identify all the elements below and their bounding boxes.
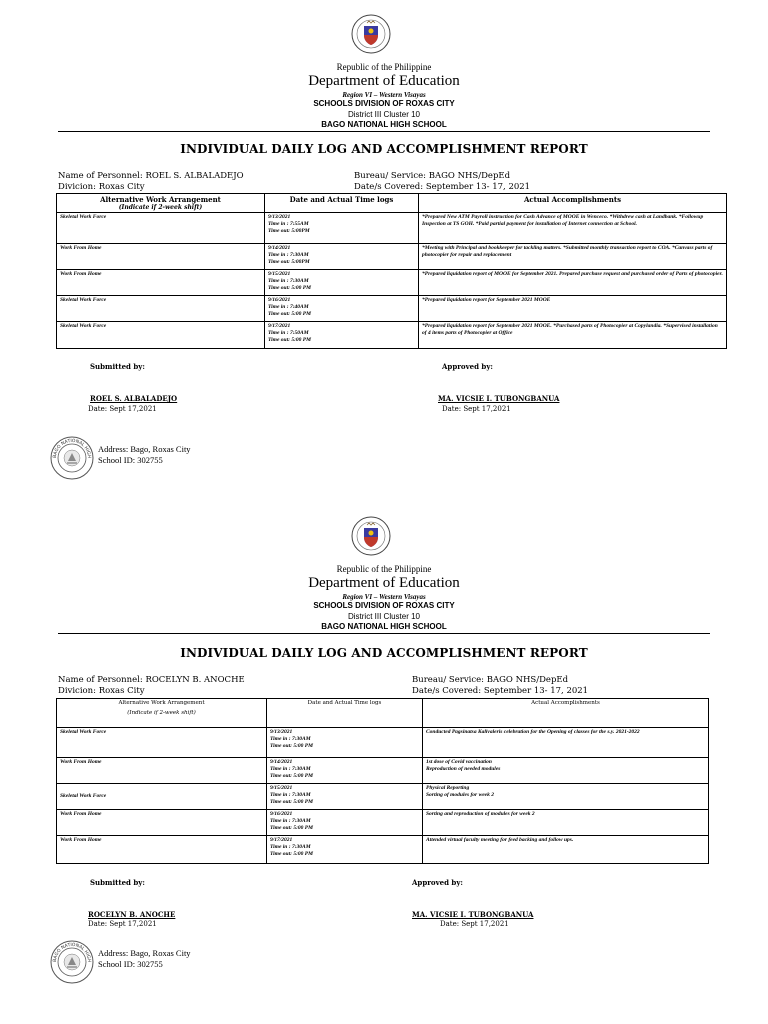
school-id: School ID: 302755: [98, 959, 163, 969]
arrangement-cell: Work From Home: [57, 810, 267, 836]
table-row: [57, 784, 709, 810]
log-time-out: Time out: 5:00 PM: [270, 743, 314, 749]
log-time-out: Time out: 5:00 PM: [268, 311, 312, 317]
footer-contact: [98, 948, 191, 970]
date-time-cell: [265, 296, 419, 322]
deped-seal-icon: [351, 516, 391, 556]
arrangement-cell: Skeletal Work Force: [57, 213, 265, 244]
accomplishment-cell: Physical Reporting Sorting of modules for week 2: [423, 784, 709, 810]
date-time-cell: [267, 836, 423, 864]
log-date: 9/14/2021: [268, 245, 291, 251]
deped-seal-icon: [351, 14, 391, 54]
bureau-line: [412, 675, 568, 685]
arrangement-cell: Skeletal Work Force: [57, 784, 267, 810]
table-row: [57, 322, 727, 349]
bureau-value: BAGO NHS/DepEd: [486, 675, 569, 685]
school-address: Address: Bago, Roxas City: [98, 444, 191, 454]
report-title: INDIVIDUAL DAILY LOG AND ACCOMPLISHMENT REPORT: [180, 646, 588, 660]
header-school: BAGO NATIONAL HIGH SCHOOL: [321, 120, 447, 129]
accomplishment-cell: 1st dose of Covid vaccination Reproduction of needed modules: [423, 758, 709, 784]
submitted-by-name: ROCELYN B. ANOCHE: [88, 910, 176, 919]
header-district: District III Cluster 10: [347, 612, 420, 621]
accomplishment-cell: Attended virtual faculty meeting for feed backing and follow ups.: [423, 836, 709, 864]
accomplishment-cell: *Prepared New ATM Payroll instruction for Cash Advance of MOOE in Wenceco. *Withdrew cash at Landbank. *Followup Inspection at TS GOH. *Paid partial payment for installation of Internet connection at School.: [419, 213, 727, 244]
dates-covered-label: Date/s Covered:: [354, 182, 424, 192]
date-time-cell: [267, 728, 423, 758]
arrangement-cell: Skeletal Work Force: [57, 322, 265, 349]
log-time-out: Time out: 5:00PM: [268, 259, 310, 265]
log-date: 9/13/2021: [268, 214, 291, 220]
header-district: District III Cluster 10: [347, 110, 420, 119]
accomplishment-table: [56, 698, 709, 864]
date-time-cell: [265, 244, 419, 270]
log-date: 9/17/2021: [270, 837, 293, 843]
column-header-accomplishments: Actual Accomplishments: [419, 194, 727, 213]
division-label: Divicion:: [58, 182, 96, 192]
school-seal-icon: [50, 436, 94, 480]
header-republic: Republic of the Philippine: [336, 564, 432, 574]
bureau-value: BAGO NHS/DepEd: [428, 171, 511, 181]
personnel-name-label: Name of Personnel:: [58, 675, 143, 685]
table-row: [57, 296, 727, 322]
table-row: [57, 758, 709, 784]
log-date: 9/13/2021: [270, 729, 293, 735]
arrangement-cell: Skeletal Work Force: [57, 296, 265, 322]
table-row: [57, 270, 727, 296]
header-department: Department of Education: [308, 73, 460, 89]
log-time-in: Time in : 7:30AM: [270, 766, 311, 772]
approved-by-label: Approved by:: [412, 878, 463, 887]
accomplishment-cell: *Meeting with Principal and bookkeeper for tackling matters. *Submitted monthly transaction report to COA. *Canvass parts of photocopier for repair and replacement: [419, 244, 727, 270]
log-time-out: Time out: 5:00 PM: [270, 773, 314, 779]
log-time-in: Time in : 7:40AM: [268, 304, 309, 310]
table-row: [57, 244, 727, 270]
column-header-arrangement-note: (Indicate if 2-week shift): [118, 204, 203, 211]
header-school: BAGO NATIONAL HIGH SCHOOL: [321, 622, 447, 631]
svg-text:BAGO NATIONAL HIGH SCHOOL: BAGO NATIONAL HIGH: [52, 942, 92, 963]
approved-date: Date: Sept 17,2021: [442, 405, 511, 413]
school-seal-icon: [50, 940, 94, 984]
submitted-date: Date: Sept 17,2021: [88, 405, 157, 413]
accomplishment-cell: Sorting and reproduction of modules for week 2: [423, 810, 709, 836]
log-time-in: Time in : 7:55AM: [268, 221, 309, 227]
dates-covered-line: [354, 182, 530, 192]
dates-covered-line: [412, 686, 588, 696]
log-date: 9/17/2021: [268, 323, 291, 329]
log-date: 9/15/2021: [270, 785, 293, 791]
personnel-name-label: Name of Personnel:: [58, 171, 143, 181]
arrangement-cell: Work From Home: [57, 270, 265, 296]
table-row: [57, 810, 709, 836]
arrangement-cell: Work From Home: [57, 836, 267, 864]
division-label: Divicion:: [58, 686, 96, 696]
school-address: Address: Bago, Roxas City: [98, 948, 191, 958]
arrangement-cell: Work From Home: [57, 758, 267, 784]
header-republic: Republic of the Philippine: [336, 62, 432, 72]
footer-contact: [98, 444, 191, 466]
column-header-accomplishments: Actual Accomplishments: [423, 699, 709, 728]
submitted-by-name: ROEL S. ALBALADEJO: [90, 394, 178, 403]
column-header-date-time: Date and Actual Time logs: [267, 699, 423, 728]
accomplishment-cell: *Prepared liquidation report for September 2021 MOOE: [419, 296, 727, 322]
approved-date: Date: Sept 17,2021: [440, 920, 509, 928]
log-time-in: Time in : 7:30AM: [268, 278, 309, 284]
date-time-cell: [265, 322, 419, 349]
header-divider: [58, 633, 710, 634]
header-region: Region VI – Western Visayas: [342, 593, 426, 601]
approved-by-name: MA. VICSIE I. TUBONGBANUA: [438, 394, 560, 403]
dates-covered-label: Date/s Covered:: [412, 686, 482, 696]
column-header-arrangement: Alternative Work Arrangement (Indicate if 2-week shift): [57, 699, 267, 728]
table-header-row: [57, 699, 709, 728]
arrangement-cell: Work From Home: [57, 244, 265, 270]
bureau-label: Bureau/ Service:: [354, 171, 427, 181]
accomplishment-table: [56, 193, 727, 349]
arrangement-cell: Skeletal Work Force: [57, 728, 267, 758]
table-row: [57, 836, 709, 864]
accomplishment-cell: *Prepared liquidation report of MOOE for September 2021. Prepared purchase request and purchased order of Parts of photocopier.: [419, 270, 727, 296]
table-row: [57, 728, 709, 758]
division-value: Roxas City: [98, 182, 145, 192]
dates-covered-value: September 13- 17, 2021: [425, 182, 531, 192]
log-time-in: Time in : 7:30AM: [270, 792, 311, 798]
submitted-by-label: Submitted by:: [90, 362, 145, 371]
bureau-line: [354, 171, 510, 181]
report-title: INDIVIDUAL DAILY LOG AND ACCOMPLISHMENT REPORT: [180, 142, 588, 156]
log-date: 9/14/2021: [270, 759, 293, 765]
header-region: Region VI – Western Visayas: [342, 91, 426, 99]
log-time-out: Time out: 5:00 PM: [270, 799, 314, 805]
personnel-name: ROCELYN B. ANOCHE: [145, 675, 245, 685]
date-time-cell: [265, 213, 419, 244]
log-date: 9/15/2021: [268, 271, 291, 277]
log-time-out: Time out: 5:00 PM: [270, 851, 314, 857]
header-divider: [58, 131, 710, 132]
log-date: 9/16/2021: [270, 811, 293, 817]
log-time-in: Time in : 7:30AM: [268, 252, 309, 258]
log-time-in: Time in : 7:30AM: [270, 736, 311, 742]
log-time-out: Time out: 5:00PM: [268, 228, 310, 234]
personnel-name-line: [58, 675, 245, 685]
log-time-out: Time out: 5:00 PM: [270, 825, 314, 831]
approved-by-name: MA. VICSIE I. TUBONGBANUA: [412, 910, 534, 919]
accomplishment-cell: *Prepared liquidation report for September 2021 MOOE. *Purchased parts of Photocopier at Copylandia. *Supervised installation of 4 items parts of Photocopier at Office: [419, 322, 727, 349]
date-time-cell: [265, 270, 419, 296]
submitted-by-label: Submitted by:: [90, 878, 145, 887]
column-header-date-time: Date and Actual Time logs: [265, 194, 419, 213]
date-time-cell: [267, 810, 423, 836]
log-time-in: Time in : 7:50AM: [268, 330, 309, 336]
dates-covered-value: September 13- 17, 2021: [483, 686, 589, 696]
log-time-out: Time out: 5:00 PM: [268, 285, 312, 291]
school-id: School ID: 302755: [98, 455, 163, 465]
personnel-name-line: [58, 171, 244, 181]
division-value: Roxas City: [98, 686, 145, 696]
accomplishment-cell: Conducted Pagsinatsa Kalivaleris celebration for the Opening of classes for the s.y. 2021-2022: [423, 728, 709, 758]
svg-text:BAGO NATIONAL HIGH SCHOOL: BAGO NATIONAL HIGH: [52, 438, 92, 459]
date-time-cell: [267, 758, 423, 784]
log-date: 9/16/2021: [268, 297, 291, 303]
header-department: Department of Education: [308, 575, 460, 591]
division-line: [58, 182, 145, 192]
division-line: [58, 686, 145, 696]
log-time-out: Time out: 5:00 PM: [268, 337, 312, 343]
column-header-arrangement: Alternative Work Arrangement (Indicate if 2-week shift): [57, 194, 265, 213]
table-header-row: [57, 194, 727, 213]
log-time-in: Time in : 7:30AM: [270, 844, 311, 850]
log-time-in: Time in : 7:30AM: [270, 818, 311, 824]
table-row: [57, 213, 727, 244]
column-header-arrangement-note: (Indicate if 2-week shift): [127, 710, 196, 716]
approved-by-label: Approved by:: [442, 362, 493, 371]
header-division: SCHOOLS DIVISION OF ROXAS CITY: [313, 601, 455, 610]
bureau-label: Bureau/ Service:: [412, 675, 485, 685]
date-time-cell: [267, 784, 423, 810]
personnel-name: ROEL S. ALBALADEJO: [145, 171, 244, 181]
submitted-date: Date: Sept 17,2021: [88, 920, 157, 928]
header-division: SCHOOLS DIVISION OF ROXAS CITY: [313, 99, 455, 108]
